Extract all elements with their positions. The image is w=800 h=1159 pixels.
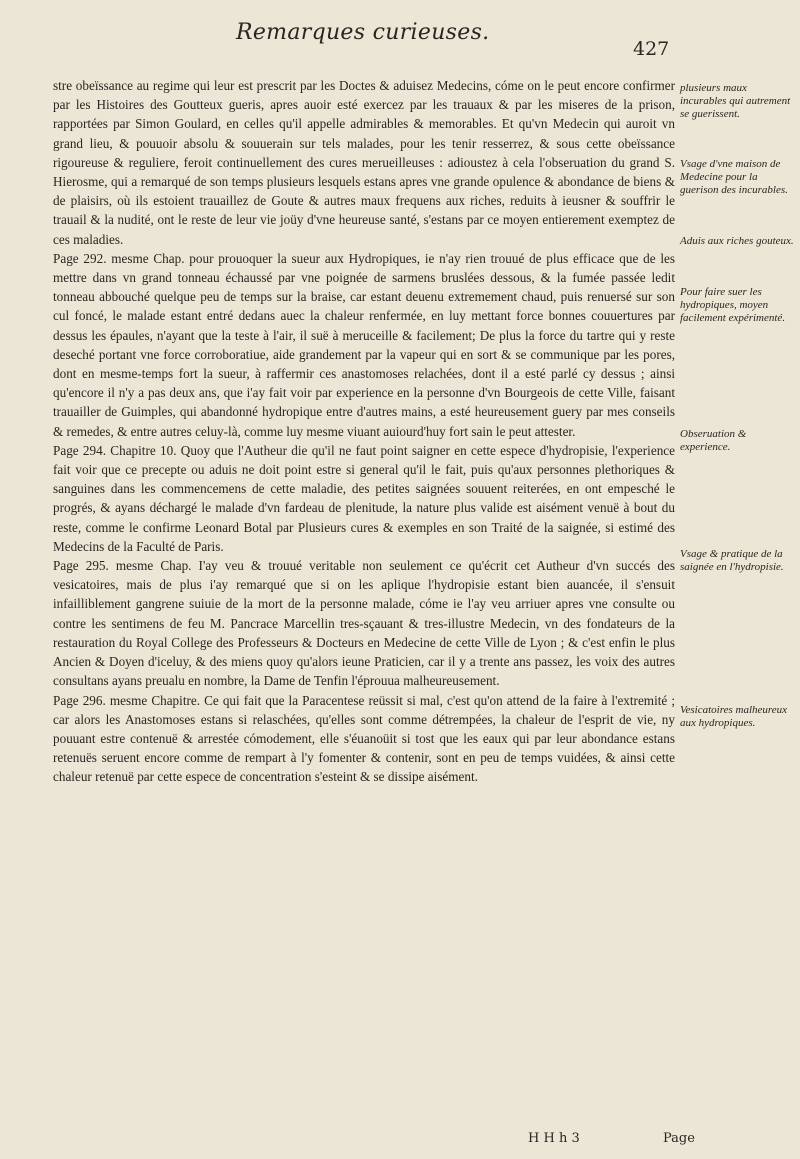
paragraph: Page 296. mesme Chapitre. Ce qui fait que la Paracentese reüssit si mal, c'est qu'on attend de la faire à l'extremité ; car alors les Anastomoses estans si relaschées, qu'elles sont comme détrempées, la chaleur de l'esprit de vie, ny pouuant estre contenuë & arrestée cómodement, elle s'éuanoüit si tost que les eaux qui par leur abondance estans retenuës seruent encore comme de rempart à l'y fomenter & contenir, sont en peu de temps vuidées, & ainsi cette chaleur retenuë par cette espece de concentration s'esteint & se dissipe aisément. [53,692,675,785]
page-header [0,8,800,68]
main-text [53,76,675,787]
running-title: Remarques curieuses. [236,20,490,45]
paragraph: stre obeïssance au regime qui leur est prescrit par les Doctes & aduisez Medecins, cóme on le peut encore confirmer par les Histoires des Goutteux gueris, apres auoir esté exercez par les trauaux & par les miseres de la prison, rapportées par Simon Goulard, en celles qu'il appelle admirables & memorables. Et qu'vn Medecin qui auroit vn grand lieu, & pouuoir absolu & souuerain sur tels malades, pour les tenir resserrez, & sous cette obeïssance rigoureuse & reguliere, feroit continuellement des cures merueilleuses : adioustez à cela l'obseruation du grand S. Hierosme, qui a remarqué de son temps plusieurs lesquels estans apres vne grande opulence & abondance de biens & de plaisirs, où ils estoient trauaillez de Goute & autres maux frequens aux riches, reduits à ieusner & souffrir le trauail & la nudité, ont le reste de leur vie joüy d'vne heureuse santé, s'estans par ce moyen entierement exemptez de ces maladies. [53,78,675,247]
paragraph: Page 292. mesme Chap. pour prouoquer la sueur aux Hydropiques, ie n'ay rien trouué de plus efficace que de les mettre dans vn grand tonneau échaussé par vne poignée de sarmens bruslées dessous, & la fumée passée ledit tonneau abbouché quelque peu de temps sur la braise, car estant deuenu extremement chaud, puis renuersé sur son cul foncé, le malade estant entré dedans auec la chaleur renfermée, en luy mettant force bonnes couuertures par dessus les épaules, n'ayant que la teste à l'air, il suë à meruceille & facilement; De plus la force du tartre qui y reste deseché portant vne force corroboratiue, aide grandement par la vapeur qui en sort & se communique par les pores, dont en mesme-temps fort la sueur, à raffermir ces anastomoses relachées, dont il a esté parlé cy dessus ; ainsi qu'encore il n'y a pas deux ans, que i'ay fait voir par experience en la personne d'vn Bourgeois de cette Ville, faisant trauailler de Guimples, qui abandonné hydropique entre d'autres mains, a esté heureusement guery par mes conseils & remedes, & entre autres celuy-là, comme luy mesme viuant auiourd'huy fort sain le peut attester. [53,250,675,439]
paragraph: Page 294. Chapitre 10. Quoy que l'Autheur die qu'il ne faut point saigner en cette espece d'hydropisie, l'experience fait voir que ce precepte ou aduis ne doit point estre si general qu'il le fait, puis qu'aux personnes plethoriques & sanguines dans les commencemens de cette maladie, des petites saignées souuent reiterées, en ont empesché le progrés, & ayans déchargé le malade d'vn fardeau de plenitude, la nature plus valide est aisément venuë à bout du reste, comme le confirme Leonard Botal par Plusieurs cures & exemples en son Traité de la saignée, si estimé des Medecins de la Faculté de Paris. [53,442,675,554]
page-number: 427 [633,38,670,60]
margin-note: Vsage & pratique de la saignée en l'hydropisie. [680,548,784,574]
margin-note: Pour faire suer les hydropiques, moyen facilement expérimenté. [680,286,786,325]
margin-note: Vesicatoires malheureux aux hydropiques. [680,704,788,730]
margin-note: Vsage d'vne maison de Medecine pour la guerison des incurables. [680,158,788,197]
page-footer [53,1131,695,1152]
margin-note: Aduis aux riches gouteux. [680,235,794,247]
signature-mark: H H h 3 [528,1131,580,1146]
catchword: Page [663,1131,695,1146]
margin-note: plusieurs maux incurables qui autrement se guerissent. [680,82,791,121]
paragraph: Page 295. mesme Chap. I'ay veu & trouué veritable non seulement ce qu'écrit cet Autheur d'vn succés des vesicatoires, mais de plus i'ay remarqué que si on les aplique l'hydropisie estant bien auancée, il s'ensuit infailliblement gangrene suiuie de la mort de la personne malade, cóme ie l'ay veu arriuer apres vne consulte ou contre les sentimens de feu M. Pancrace Marcellin tres-sçauant & tres-illustre Medecin, vn des fondateurs de la restauration du Royal College des Professeurs & Docteurs en Medecine de cette Ville de Lyon ; & c'est enfin le plus Ancien & Doyen d'iceluy, & des miens quoy qu'alors ieune Praticien, car il y a trente ans passez, les voix des autres consultans ayans preualu en nombre, la Dame de Tenfin l'éprouua malheureusement. [53,558,675,689]
margin-note: Obseruation & experience. [680,428,747,454]
